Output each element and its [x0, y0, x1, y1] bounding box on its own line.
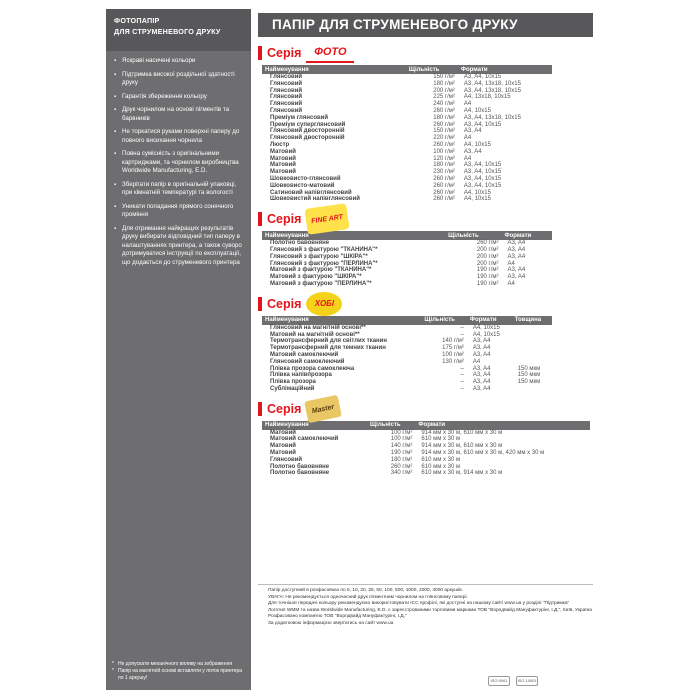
table-cell: 260 г/м² [433, 121, 455, 128]
table-cell: 190 г/м² [476, 280, 499, 287]
footer-line: Папір доступний в розфасовках по 5, 10, 20, 25, 50, 100, 500, 1000, 2000, 4000 аркушів. [268, 588, 464, 593]
table-cell: 150 мкм [517, 365, 541, 372]
product-table [262, 231, 552, 288]
table-cell: A3, A4, 10x15 [463, 74, 502, 80]
table-cell: 150 г/м² [433, 128, 455, 135]
feature-item: ▪ Повна сумісність з оригінальними картриджами, та чорнилом виробництва Worldwide Manufacturing, E.D. [114, 150, 243, 176]
table-cell: 180 г/м² [390, 456, 413, 463]
table-cell: A3, A4, 10x15 [463, 169, 502, 176]
series-section [258, 292, 593, 393]
table-cell: A3, A4 [472, 351, 491, 358]
table-cell: 100 г/м² [442, 351, 464, 358]
table-cell: 200 г/м² [476, 260, 499, 267]
table-row [262, 450, 590, 457]
table-cell: 260 г/м² [433, 196, 455, 203]
main-content [258, 9, 593, 690]
table-cell: Глянсовий двосторонній [270, 128, 345, 135]
table-cell: 200 г/м² [433, 87, 455, 94]
sidebar-title-line2: ДЛЯ СТРУМЕНЕВОГО ДРУКУ [114, 27, 221, 36]
table-cell: 150 мкм [517, 379, 541, 386]
table-cell: Полотно бавовняне [270, 240, 330, 247]
table-cell: – [460, 365, 464, 372]
table-cell: Шовковисто-матовий [270, 182, 335, 189]
table-row [262, 436, 590, 443]
table-cell: 180 г/м² [433, 114, 455, 121]
table-cell [512, 386, 552, 393]
column-header: Найменування [262, 231, 445, 240]
series-marker-icon [258, 402, 262, 416]
certification-badges [488, 676, 538, 686]
series-section [258, 397, 593, 478]
table-cell: Глянсовий з фактурою "ШКІРА"* [270, 253, 368, 260]
feature-item: ▪ Уникати попадання прямого сонячного проміння [114, 203, 243, 220]
table-cell: A3, A4, 10x15 [463, 182, 502, 189]
table-cell: Термотрансферний для темних тканин [270, 345, 386, 352]
feature-item: ▪ Яскраві насичені кольори [114, 57, 243, 66]
table-cell: Матовий з фактурою "ШКІРА"* [270, 274, 362, 281]
column-header: Товщина [512, 316, 552, 325]
table-cell: Глянсовий на магнітній основі** [270, 324, 366, 331]
series-marker-icon [258, 297, 262, 311]
series-logo: FINE ART [305, 203, 350, 235]
table-row [262, 386, 552, 393]
table-cell: A3, A4 [472, 372, 491, 379]
table-row [262, 176, 552, 183]
table-row [262, 81, 552, 88]
feature-item: ▪ Друк чорнилом на основі пігментів та барвників [114, 106, 243, 123]
table-cell: A3, A4 [463, 128, 482, 135]
series-heading [258, 207, 593, 231]
column-header: Найменування [262, 65, 406, 74]
series-marker-icon [258, 46, 262, 60]
table-cell: A3, A4, 13x18, 10x15 [463, 87, 521, 94]
table-row [262, 169, 552, 176]
table-row [262, 183, 552, 190]
table-cell: A4 [507, 280, 515, 287]
table-row [262, 281, 552, 288]
table-cell: A4, 10x15 [463, 189, 491, 196]
product-table [262, 65, 552, 203]
table-cell: Матовий [270, 443, 296, 450]
table-cell: 225 г/м² [433, 94, 455, 101]
table-row [262, 379, 552, 386]
table-cell: 190 г/м² [390, 450, 413, 457]
feature-item: ▪ Для отримання найкращих результатів друку вибирати відповідний тип паперу в налаштуваннях принтера, а також суворо дотримуватися інструкції по експлуатації, що додається до струменевого принтера [114, 225, 243, 268]
table-cell: Глянсовий самоклеючий [270, 358, 345, 365]
table-cell: 150 г/м² [433, 74, 455, 80]
table-cell: 190 г/м² [476, 267, 499, 274]
series-logo: ХОБІ [306, 292, 342, 316]
table-cell: 260 г/м² [433, 182, 455, 189]
table-row [262, 240, 552, 247]
table-row [262, 352, 552, 359]
footer-line: Розфасовано компанією ТОВ "Ворлдвайд Мануфактурінг, І.Д." [268, 614, 407, 620]
table-cell: – [460, 324, 464, 331]
column-header: Найменування [262, 421, 367, 430]
table-cell: A4, 10x15 [472, 331, 500, 338]
table-cell: – [460, 385, 464, 392]
table-cell: – [460, 331, 464, 338]
series-section [258, 41, 593, 203]
table-cell: 180 г/м² [433, 162, 455, 169]
table-cell: A3, A4 [507, 253, 526, 260]
table-row [262, 274, 552, 281]
table-row [262, 88, 552, 95]
table-cell: Термотрансферний для світлих тканин [270, 338, 387, 345]
table-cell: A3, A4 [472, 338, 491, 345]
footer [258, 584, 593, 628]
table-cell: 610 мм x 30 м [421, 456, 461, 463]
series-label: Серія [267, 401, 302, 416]
table-row [262, 457, 590, 464]
table-row [262, 470, 590, 477]
table-cell: Глянсовий [270, 101, 303, 108]
table-cell: Глянсовий [270, 456, 303, 463]
series-logo: Master [304, 394, 342, 423]
table-cell [512, 352, 552, 359]
table-cell: 914 мм x 30 м, 610 мм x 30 м, 420 мм x 30 м [421, 450, 545, 457]
table-cell: 610 мм x 30 м [421, 436, 461, 443]
table-cell: 914 мм x 30 м, 610 мм x 30 м [421, 443, 503, 450]
sidebar-note: * Не допускати механічного впливу на зображення [112, 661, 246, 668]
table-cell: A4, 10x15 [463, 196, 491, 203]
series-marker-icon [258, 212, 262, 226]
feature-list [106, 51, 251, 267]
table-cell: Плівка прозора [270, 379, 316, 386]
table-cell: A3, A4 [507, 240, 526, 247]
table-cell: 610 мм x 30 м [421, 463, 461, 470]
table-cell: 150 мкм [517, 372, 541, 379]
table-cell: Глянсовий [270, 87, 303, 94]
page-title: ПАПІР ДЛЯ СТРУМЕНЕВОГО ДРУКУ [258, 13, 593, 37]
table-cell: Глянсовий [270, 74, 303, 80]
table-cell [512, 338, 552, 345]
table-cell: Глянсовий [270, 94, 303, 101]
table-cell: A3, A4 [507, 267, 526, 274]
table-cell: Плівка прозора самоклеюча [270, 365, 355, 372]
catalog-page [106, 9, 593, 690]
table-cell: 180 г/м² [433, 80, 455, 87]
column-header: Формати [467, 316, 512, 325]
sidebar-notes [112, 661, 246, 682]
table-cell: Матовий [270, 155, 296, 162]
table-cell: Глянсовий з фактурою "ТКАНИНА"* [270, 246, 378, 253]
table-row [262, 372, 552, 379]
sidebar-note: * Папір на магнітній основі вставляти у лоток принтера по 1 аркушу! [112, 668, 246, 682]
series-heading [258, 292, 593, 316]
table-cell: A3, A4, 13x18, 10x15 [463, 80, 521, 87]
product-table [262, 421, 590, 478]
table-cell: A4 [472, 358, 481, 365]
table-cell: 130 г/м² [442, 358, 464, 365]
footer-line: УВАГА: Не рекомендується одночасний друк пігментним чорнилом на глянсовому папері. [268, 594, 468, 600]
column-header: Формати [415, 421, 590, 430]
table-cell: A3, A4 [472, 345, 491, 352]
sidebar [106, 9, 251, 690]
table-cell: Матовий з фактурою "ТКАНИНА"* [270, 267, 372, 274]
table-cell: Преміум суперглянсовий [270, 121, 346, 128]
table-cell: Матовий з фактурою "ПЕРЛИНА"* [270, 280, 372, 287]
column-header: Формати [502, 231, 552, 240]
table-cell: 260 г/м² [433, 189, 455, 196]
table-row [262, 108, 552, 115]
table-cell: 140 г/м² [390, 443, 413, 450]
table-cell: Глянсовий [270, 80, 303, 87]
footer-line: За додатковою інформацією звертатись на сайт www.ua [268, 620, 394, 626]
table-cell: 100 г/м² [390, 429, 413, 436]
table-cell: Матовий [270, 429, 296, 436]
series-logo: ФОТО [306, 43, 354, 63]
table-row [262, 135, 552, 142]
feature-item: ▪ Зберігати папір в оригінальній упаковці, при кімнатній температурі та вологості [114, 181, 243, 198]
certification-badge-icon: ISO 14001 [516, 676, 538, 686]
table-row [262, 101, 552, 108]
table-row [262, 74, 552, 81]
sidebar-header [106, 9, 251, 51]
table-cell: A4, 10x15 [472, 324, 500, 331]
series-label: Серія [267, 296, 302, 311]
table-cell: 610 мм x 30 м, 914 мм x 30 м [421, 470, 503, 477]
column-header: Щільність [421, 316, 467, 325]
series-label: Серія [267, 46, 302, 60]
table-cell: Полотно бавовняне [270, 470, 330, 477]
table-cell: A3, A4 [472, 365, 491, 372]
feature-item: ▪ Гарантія збереження кольору [114, 93, 243, 102]
table-cell: Сатиновий напівглянсовий [270, 189, 352, 196]
series-label: Серія [267, 212, 302, 227]
table-cell: Матовий самоклеючий [270, 351, 339, 358]
column-header: Найменування [262, 316, 421, 325]
column-header: Щільність [406, 65, 458, 74]
table-cell: Матовий самоклеючий [270, 436, 339, 443]
table-row [262, 247, 552, 254]
column-header: Формати [458, 65, 552, 74]
table-cell: 230 г/м² [433, 169, 455, 176]
table-row [262, 156, 552, 163]
table-cell: A3, A4 [507, 274, 526, 281]
footer-notes [258, 588, 593, 628]
feature-item: ▪ Не торкатися руками поверхні паперу до повного висихання чорнила [114, 128, 243, 145]
table-row [262, 325, 552, 332]
table-cell: Матовий [270, 169, 296, 176]
feature-item: ▪ Підтримка високої роздільної здатності друку [114, 71, 243, 88]
table-cell: – [460, 372, 464, 379]
table-cell: Матовий [270, 162, 296, 169]
table-cell: A4 [463, 155, 472, 162]
table-row [262, 196, 552, 203]
table-cell: 100 г/м² [390, 436, 413, 443]
sidebar-title-line1: ФОТОПАПІР [114, 16, 160, 25]
table-cell: Шовковистий напівглянсовий [270, 196, 360, 203]
column-header: Щільність [445, 231, 501, 240]
table-row [262, 254, 552, 261]
column-header: Щільність [367, 421, 415, 430]
table-row [262, 345, 552, 352]
table-cell: 100 г/м² [433, 148, 455, 155]
series-heading [258, 41, 593, 65]
series-heading [258, 397, 593, 421]
table-cell: A3, A4, 10x15 [463, 162, 502, 169]
table-cell: A3, A4, 10x15 [463, 175, 502, 182]
table-cell: 260 г/м² [433, 107, 455, 114]
table-cell: A4 [463, 135, 472, 142]
table-cell: Преміум глянсовий [270, 114, 329, 121]
table-cell: Плівка напівпрозора [270, 372, 332, 379]
table-row [262, 115, 552, 122]
table-row [262, 443, 590, 450]
table-cell: A4, 10x15 [463, 141, 491, 148]
table-cell: A4 [463, 101, 472, 108]
certification-badge-icon: ISO 9001 [488, 676, 510, 686]
table-cell: – [460, 379, 464, 386]
table-cell: Глянсовий з фактурою "ПЕРЛИНА"* [270, 260, 378, 267]
table-cell: Сублімаційний [270, 385, 315, 392]
table-row [262, 149, 552, 156]
table-cell [512, 345, 552, 352]
table-row [262, 162, 552, 169]
table-cell: 260 г/м² [476, 240, 499, 247]
table-cell: 260 г/м² [433, 141, 455, 148]
table-cell: 914 мм x 30 м, 610 мм x 30 м [421, 429, 503, 436]
table-cell: A3, A4 [463, 148, 482, 155]
footer-line: Логотип WMM та назва Worldwide Manufacturing, E.D. є зареєстрованими торговими марками ТОВ "Ворлдвайд Мануфактурінг, І.Д.", Київ, Україна [268, 607, 592, 613]
footer-line: Для точнішої передачі кольору рекомендуємо використовувати ICC профілі, які доступні на нашому сайті www.ua у розділі "Підтримка" [268, 601, 570, 607]
table-cell: 140 г/м² [442, 338, 464, 345]
series-section [258, 207, 593, 288]
table-cell: Матовий [270, 148, 296, 155]
table-cell: Глянсовий [270, 107, 303, 114]
table-cell: Матовий на магнітній основі** [270, 331, 360, 338]
table-cell: 200 г/м² [476, 253, 499, 260]
table-cell: 240 г/м² [433, 101, 455, 108]
table-cell: 220 г/м² [433, 135, 455, 142]
table-cell: A3, A4, 10x15 [463, 121, 502, 128]
table-row [262, 142, 552, 149]
table-cell: A4, 10x15 [463, 107, 491, 114]
table-cell: Глянсовий двосторонній [270, 135, 345, 142]
table-cell: 340 г/м² [390, 470, 413, 477]
table-cell: 190 г/м² [476, 274, 499, 281]
table-cell: Шовковисто-глянсовий [270, 175, 341, 182]
table-cell: A3, A4 [472, 385, 491, 392]
table-cell [512, 325, 552, 332]
table-row [262, 359, 552, 366]
table-cell: 120 г/м² [433, 155, 455, 162]
table-cell: A3, A4 [472, 379, 491, 386]
table-cell: 260 г/м² [390, 463, 413, 470]
table-cell: 260 г/м² [433, 175, 455, 182]
table-cell: Полотно бавовняне [270, 463, 330, 470]
table-cell: Люстр [270, 141, 290, 148]
table-row [262, 366, 552, 373]
table-cell: A3, A4, 13x18, 10x15 [463, 114, 521, 121]
table-cell: 200 г/м² [476, 246, 499, 253]
table-cell: A4, 13x18, 10x15 [463, 94, 511, 101]
series-sections [258, 41, 593, 477]
table-row [262, 94, 552, 101]
table-cell: 175 г/м² [442, 345, 464, 352]
table-cell: Матовий [270, 450, 296, 457]
table-cell [512, 359, 552, 366]
table-cell: A4 [507, 260, 515, 267]
table-cell: A3, A4 [507, 246, 526, 253]
product-table [262, 316, 552, 393]
table-cell [512, 332, 552, 339]
